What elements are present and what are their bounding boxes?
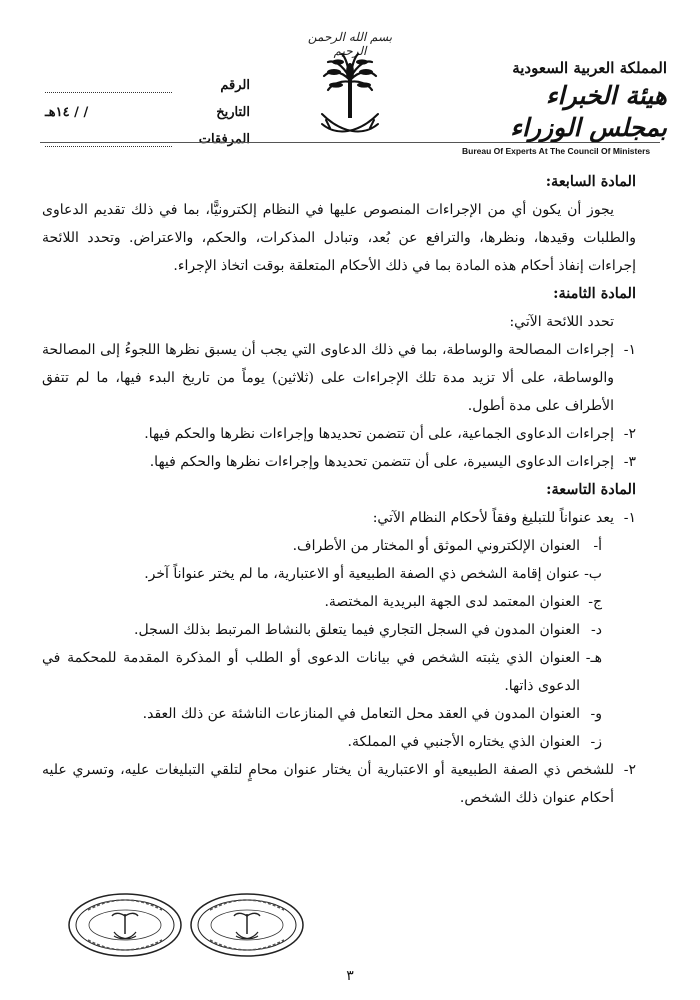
subitem-letter: د-: [591, 622, 602, 638]
subitem-letter: ز-: [590, 734, 602, 750]
article-9-subitem: [42, 644, 636, 700]
article-8-item: [42, 448, 636, 476]
subitem-text: العنوان المدون في العقد محل التعامل في المنازعات الناشئة عن ذلك العقد.: [142, 706, 580, 722]
bureau-of-experts-seal-icon: [188, 892, 306, 958]
palm-and-swords-emblem-icon: [318, 50, 382, 142]
item-number: ٢-: [623, 762, 636, 778]
article-8-intro: تحدد اللائحة الآتي:: [509, 314, 614, 330]
document-body: [42, 168, 636, 812]
article-9-subitem: [42, 700, 636, 728]
subitem-letter: هـ-: [585, 650, 602, 666]
item-number: ١-: [623, 342, 636, 358]
subitem-text: العنوان المعتمد لدى الجهة البريدية المختصة.: [324, 594, 580, 610]
subitem-text: العنوان الذي يثبته الشخص في بيانات الدعوى أو الطلب أو المذكرة المقدمة للمحكمة في الدعوى ذاتها.: [42, 650, 580, 694]
bureau-name-english: Bureau Of Experts At The Council Of Ministers: [462, 146, 651, 156]
header-divider: [40, 142, 660, 143]
date-value: / / ١٤هـ: [45, 105, 89, 120]
subitem-text: عنوان إقامة الشخص ذي الصفة الطبيعية أو الاعتبارية، ما لم يختر عنواناً آخر.: [144, 566, 580, 582]
page-number: ٣: [346, 968, 354, 984]
basmala: بسم الله الرحمن الرحيم: [307, 30, 393, 58]
item-number: ٣-: [623, 454, 636, 470]
item-number: ٢-: [623, 426, 636, 442]
article-8-item: [42, 336, 636, 420]
subitem-text: العنوان الذي يختاره الأجنبي في المملكة.: [347, 734, 580, 750]
kingdom-name: المملكة العربية السعودية: [512, 59, 667, 77]
item-text: للشخص ذي الصفة الطبيعية أو الاعتبارية أن يختار عنوان محامٍ لتلقي التبليغات عليه، وتسري عليه أحكام عنوان ذلك الشخص.: [42, 762, 614, 806]
article-9-title: المادة التاسعة:: [546, 481, 636, 498]
article-9-item: [42, 504, 636, 532]
general-secretariat-seal-icon: [66, 892, 184, 958]
item-number: ١-: [623, 510, 636, 526]
article-9-subitem: [42, 532, 636, 560]
reference-block: [45, 66, 250, 147]
number-blank-line: [45, 79, 172, 93]
article-9-subitem: [42, 728, 636, 756]
article-9-subitem: [42, 588, 636, 616]
item-text: إجراءات الدعاوى الجماعية، على أن تتضمن تحديدها وإجراءات نظرها والحكم فيها.: [144, 426, 614, 442]
subitem-letter: ب-: [584, 566, 602, 582]
subitem-letter: أ-: [593, 538, 602, 554]
attachments-label: المرفقات: [198, 132, 250, 147]
article-8-item: [42, 420, 636, 448]
number-label: الرقم: [220, 78, 250, 93]
bureau-name: هيئة الخبراء بمجلس الوزراء: [510, 81, 667, 142]
article-8-title: المادة الثامنة:: [553, 285, 636, 302]
article-9-subitem: [42, 616, 636, 644]
subitem-letter: ج-: [588, 594, 602, 610]
item-text: إجراءات المصالحة والوساطة، بما في ذلك الدعاوى التي يجب أن يسبق نظرها اللجوءُ إلى المصالحة والوساطة، على ألا تزيد مدة تلك الإجراءات على (ثلاثين) يوماً من تاريخ البدء فيها، ما لم تتفق الأطراف على مدة أطول.: [42, 342, 614, 414]
article-9-item: [42, 756, 636, 812]
date-label: التاريخ: [216, 105, 250, 120]
article-9-subitem: [42, 560, 636, 588]
attachments-blank-line: [45, 133, 172, 147]
reference-number-row: [45, 66, 250, 93]
item-text: يعد عنواناً للتبليغ وفقاً لأحكام النظام الآتي:: [372, 510, 614, 526]
subitem-letter: و-: [590, 706, 602, 722]
article-7-title: المادة السابعة:: [545, 173, 636, 190]
article-7-text: يجوز أن يكون أي من الإجراءات المنصوص عليها في النظام إلكترونيًّا، بما في ذلك تقديم الدعاوى والطلبات وقيدها، ونظرها، والترافع عن بُعد، وتبادل المذكرات، والحكم، والاعتراض. وتحدد اللائحة إجراءات إنفاذ أحكام هذه المادة بما في ذلك الأحكام المتعلقة بوقت اتخاذ الإجراء.: [42, 202, 636, 274]
subitem-text: العنوان المدون في السجل التجاري فيما يتعلق بالنشاط المرتبط بذلك السجل.: [134, 622, 580, 638]
subitem-text: العنوان الإلكتروني الموثق أو المختار من الأطراف.: [292, 538, 580, 554]
reference-date-row: [45, 93, 250, 120]
item-text: إجراءات الدعاوى اليسيرة، على أن تتضمن تحديدها وإجراءات نظرها والحكم فيها.: [149, 454, 614, 470]
